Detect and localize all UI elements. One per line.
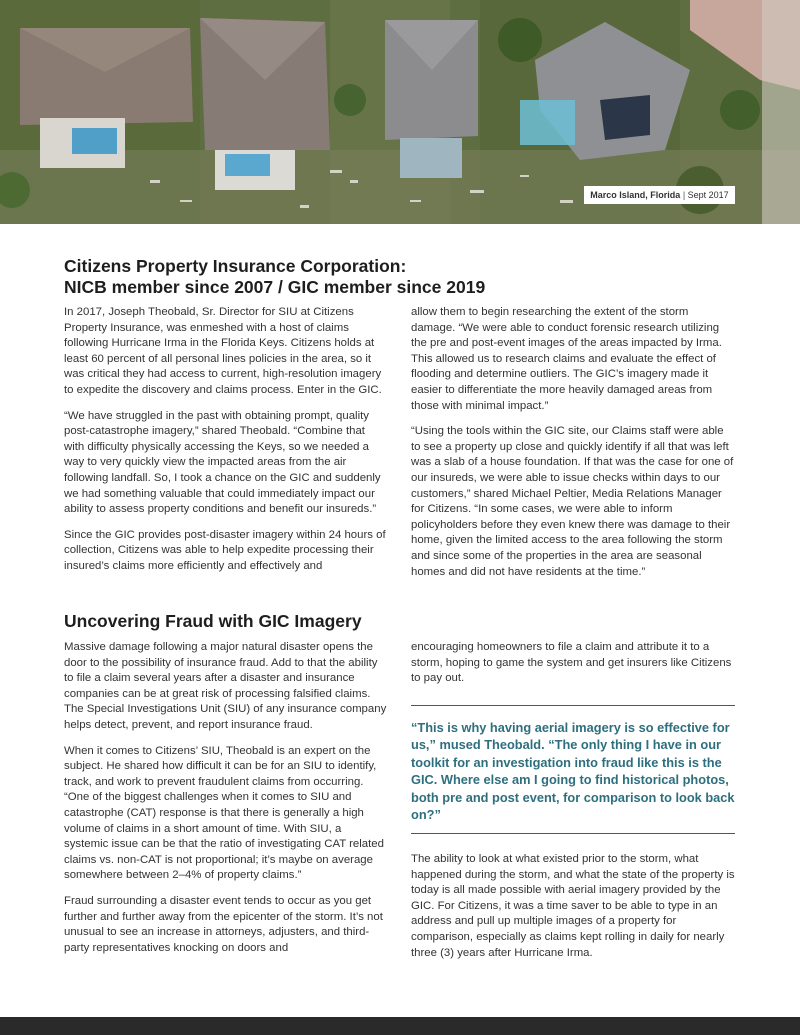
section1-title-line1: Citizens Property Insurance Corporation: <box>64 256 407 276</box>
caption-separator: | <box>680 190 688 200</box>
caption-place: Marco Island, Florida <box>590 190 681 200</box>
caption-date: Sept 2017 <box>687 190 729 200</box>
paragraph: allow them to begin researching the extent of the storm damage. “We were able to conduct forensic research utilizing the pre and post-event images of the areas impacted by Irma. This allowed us to research claims and evaluate the effect of flooding and determine outliers. The GIC’s imagery made it easier to differentiate the more heavily damaged areas from those with minimal impact.” <box>411 306 722 412</box>
section1-column-left <box>64 305 388 585</box>
paragraph: encouraging homeowners to file a claim and attribute it to a storm, hoping to game the system and get insurers like Citizens to pay out. <box>411 641 732 685</box>
aerial-photo-banner <box>0 0 800 224</box>
section1-title <box>64 256 744 298</box>
section2-column-right-outro <box>411 852 735 971</box>
paragraph: When it comes to Citizens’ SIU, Theobald is an expert on the subject. He shared how difficult it can be for an SIU to identify, track, and work to prevent fraudulent claims from occurring. “One of the biggest challenges when it comes to SIU and catastrophe (CAT) response is that there is generally a high volume of claims in a short amount of time. With SIU, a systemic issue can be that the ratio of investigating CAT related claims vs. non-CAT is not proportional; it’s maybe on average somewhere between 2–4% of property claims.” <box>64 744 384 882</box>
section2-column-left <box>64 640 388 966</box>
paragraph: Since the GIC provides post-disaster imagery within 24 hours of collection, Citizens was able to help expedite processing their insured’s claims more efficiently and effectively and <box>64 528 386 572</box>
section1-column-right <box>411 305 735 590</box>
paragraph: “Using the tools within the GIC site, our Claims staff were able to see a property up close and quickly identify if all that was left was a slab of a house foundation. If that was the case for one of our insureds, we were able to issue checks within days to our customers,” shared Michael Peltier, Media Relations Manager for Citizens. “In some cases, we were able to inform policyholders before they even knew there was damage to their home, given the limited access to the area following the storm and since some of the properties in the area are seasonal homes and did not have residents at the time.” <box>411 425 734 578</box>
section1-title-line2: NICB member since 2007 / GIC member since 2019 <box>64 277 486 297</box>
paragraph: The ability to look at what existed prior to the storm, what happened during the storm, and what the state of the property is today is all made possible with aerial imagery provided by the GIC. For Citizens, it was a time saver to be able to type in an address and pull up multiple images of a property for comparison, especially as claims kept rolling in daily for nearly three (3) years after Hurricane Irma. <box>411 853 735 959</box>
paragraph: In 2017, Joseph Theobald, Sr. Director for SIU at Citizens Property Insurance, was enmeshed with a host of claims following Hurricane Irma in the Florida Keys. Citizens holds at least 60 percent of all personal lines policies in the area, so it was critical they had access to current, high-resolution imagery to expedite the discovery and claims process. Enter in the GIC. <box>64 306 382 396</box>
pull-quote-top-rule <box>411 705 735 706</box>
section2-column-right-intro <box>411 640 735 697</box>
pull-quote: “This is why having aerial imagery is so effective for us,” mused Theobald. “The only thing I have in our toolkit for an investigation into fraud like this is the GIC. Where else am I going to find historical photos, both pre and post event, for comparison to look back on?” <box>411 720 735 823</box>
paragraph: Fraud surrounding a disaster event tends to occur as you get further and further away from the epicenter of the storm. It’s not unusual to see an increase in attorneys, adjusters, and third-party representatives knocking on doors and <box>64 894 383 954</box>
paragraph: Massive damage following a major natural disaster opens the door to the possibility of insurance fraud. Add to that the ability to file a claim several years after a disaster and insurance companies can be at great risk of processing falsified claims. The Special Investigations Unit (SIU) of any insurance company helps detect, prevent, and report insurance fraud. <box>64 641 387 731</box>
paragraph: “We have struggled in the past with obtaining prompt, quality post-catastrophe imagery,” shared Theobald. “Combine that with difficulty physically accessing the Keys, so we needed a way to very quickly view the impacted areas from the air following landfall. So, I took a chance on the GIC and suddenly we had something valuable that could immediately impact our ability to assess property conditions and benefit our insureds.” <box>64 409 381 516</box>
pull-quote-bottom-rule <box>411 833 735 834</box>
photo-caption <box>584 186 735 204</box>
section2-title: Uncovering Fraud with GIC Imagery <box>64 611 362 631</box>
footer-bar <box>0 1017 800 1035</box>
